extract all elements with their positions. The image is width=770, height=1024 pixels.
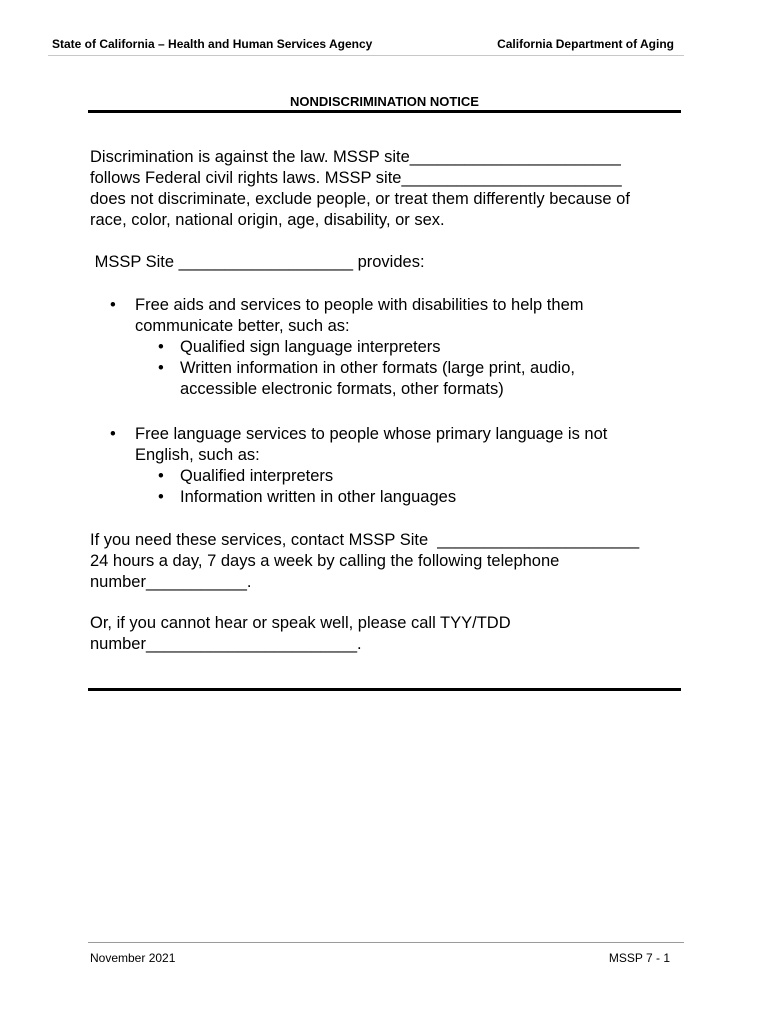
bullet-text-line: Free aids and services to people with disabilities to help them	[135, 296, 584, 314]
sub-bullet-item	[90, 358, 584, 400]
sub-bullet-item	[90, 466, 607, 487]
sub-bullet-text: Written information in other formats (large print, audio,	[180, 359, 575, 377]
contact-line-1: If you need these services, contact MSSP Site ______________________	[90, 531, 640, 549]
sub-bullet-dot: •	[158, 467, 164, 485]
bullet-text-line: English, such as:	[135, 446, 260, 464]
title-rule	[88, 110, 681, 113]
tty-line-2: number_______________________.	[90, 635, 362, 653]
intro-line-2: follows Federal civil rights laws. MSSP site________________________	[90, 169, 622, 187]
intro-line-1: Discrimination is against the law. MSSP site_______________________	[90, 148, 621, 166]
intro-line-3: does not discriminate, exclude people, or treat them differently because of	[90, 190, 630, 208]
bullet-text-line: communicate better, such as:	[135, 317, 350, 335]
contact-paragraph	[90, 530, 690, 593]
sub-bullet-text: accessible electronic formats, other formats)	[180, 380, 504, 398]
intro-paragraph	[90, 147, 690, 231]
footer-date: November 2021	[90, 951, 176, 965]
closing-rule	[88, 688, 681, 691]
sub-bullet-dot: •	[158, 338, 164, 356]
intro-line-4: race, color, national origin, age, disability, or sex.	[90, 211, 445, 229]
bullet-dot: •	[110, 425, 116, 443]
bullet-text-line: Free language services to people whose primary language is not	[135, 425, 608, 443]
footer-divider	[88, 942, 684, 943]
sub-bullet-text: Qualified interpreters	[180, 467, 334, 485]
sub-bullet-item	[90, 487, 607, 508]
footer-form-number: MSSP 7 - 1	[608, 951, 670, 965]
sub-bullet-text: Qualified sign language interpreters	[180, 338, 441, 356]
bullet-list-language	[90, 424, 607, 508]
sub-bullet-dot: •	[158, 488, 164, 506]
bullet-list-aids	[90, 295, 584, 400]
bullet-item	[90, 295, 584, 337]
header-divider	[48, 55, 684, 56]
tty-line-1: Or, if you cannot hear or speak well, please call TYY/TDD	[90, 614, 511, 632]
header-department: California Department of Aging	[497, 37, 674, 51]
bullet-item	[90, 424, 607, 466]
provides-line: MSSP Site ___________________ provides:	[90, 253, 425, 271]
sub-bullet-text: Information written in other languages	[180, 488, 457, 506]
bullet-dot: •	[110, 296, 116, 314]
contact-line-2: 24 hours a day, 7 days a week by calling the following telephone	[90, 552, 560, 570]
notice-title: NONDISCRIMINATION NOTICE	[290, 94, 479, 109]
sub-bullet-dot: •	[158, 359, 164, 377]
header-agency: State of California – Health and Human Services Agency	[52, 37, 373, 51]
sub-bullet-item	[90, 337, 584, 358]
contact-line-3: number___________.	[90, 573, 252, 591]
tty-paragraph	[90, 613, 690, 655]
